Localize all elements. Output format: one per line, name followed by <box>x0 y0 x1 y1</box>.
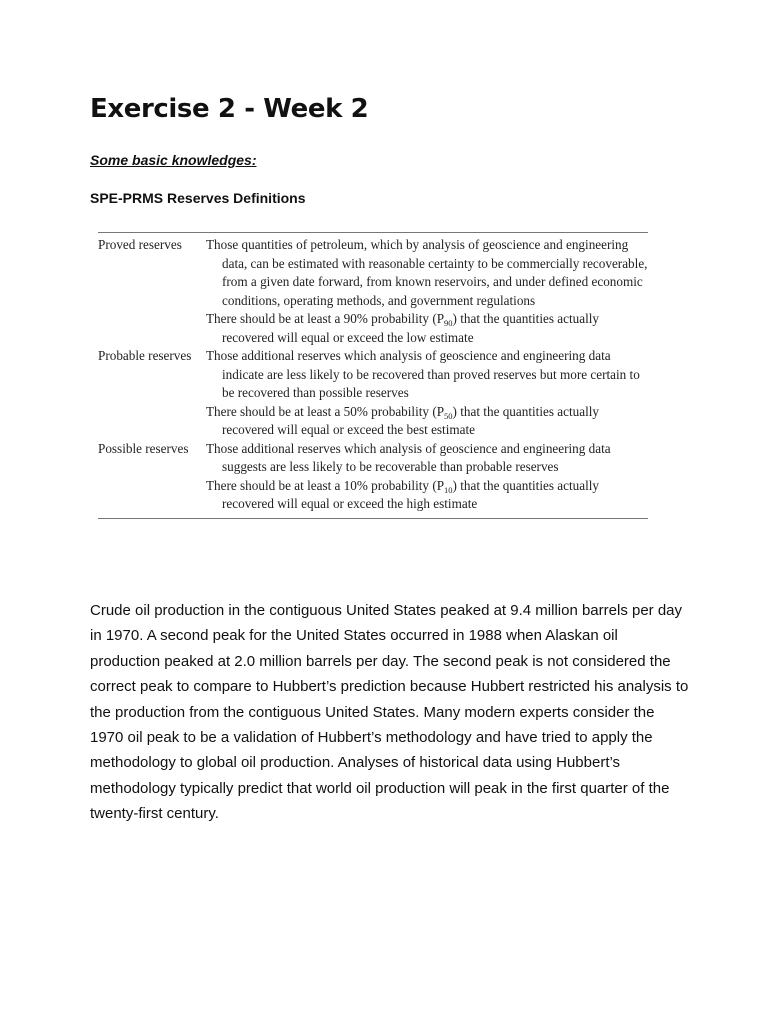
probability-text: There should be at least a 50% probability $(P_{50})$ that the quantities actually recovered will equal or exceed the best estimate <box>206 403 600 437</box>
probability-subscript: 10 <box>444 484 453 495</box>
definition-text: Those additional reserves which analysis of geoscience and engineering data indicate are less likely to be recovered than proved reserves but more certain to be recovered than possible reserves <box>206 348 640 400</box>
probability-text: There should be at least a 10% probability $(P_{10})$ that the quantities actually recovered will equal or exceed the high estimate <box>206 477 600 511</box>
section-heading: SPE-PRMS Reserves Definitions <box>90 190 306 206</box>
page-title: Exercise 2 - Week 2 <box>90 94 369 124</box>
reserves-definitions-table <box>98 232 648 519</box>
probability-row-proved <box>98 310 648 347</box>
definition-term: Proved reserves <box>98 237 182 252</box>
table-bottom-rule <box>98 514 648 519</box>
probability-subscript: 90 <box>444 318 453 328</box>
probability-subscript: 50 <box>444 410 453 421</box>
definition-term: Possible reserves <box>98 440 189 456</box>
definition-text: Those quantities of petroleum, which by analysis of geoscience and engineering data, can be estimated with reasonable certainty to be commercially recoverable, from a given date forward, from known reservoirs, and under defined economic conditions, operating methods, and government regulations <box>206 237 648 308</box>
definition-text: Those additional reserves which analysis of geoscience and engineering data suggests are less likely to be recoverable than probable reserves <box>206 440 611 474</box>
subheading: Some basic knowledges: <box>90 152 257 168</box>
probability-text: There should be at least a 90% probability $(P_{90})$ that the quantities actually recovered will equal or exceed the low estimate <box>206 311 600 345</box>
definition-row-proved <box>98 236 648 310</box>
definition-row-possible <box>98 440 648 477</box>
probability-row-probable <box>98 403 648 440</box>
body-paragraph: Crude oil production in the contiguous United States peaked at 9.4 million barrels per day in 1970. A second peak for the United States occurred in 1988 when Alaskan oil production peaked at 2.0 million barrels per day. The second peak is not considered the correct peak to compare to Hubbert’s prediction because Hubbert restricted his analysis to the production from the contiguous United States. Many modern experts consider the 1970 oil peak to be a validation of Hubbert’s methodology and have tried to apply the methodology to global oil production. Analyses of historical data using Hubbert’s methodology typically predict that world oil production will peak in the first quarter of the twenty-first century. <box>90 602 689 823</box>
probability-row-possible <box>98 477 648 514</box>
definition-term: Probable reserves <box>98 348 192 363</box>
definition-row-probable <box>98 347 648 403</box>
